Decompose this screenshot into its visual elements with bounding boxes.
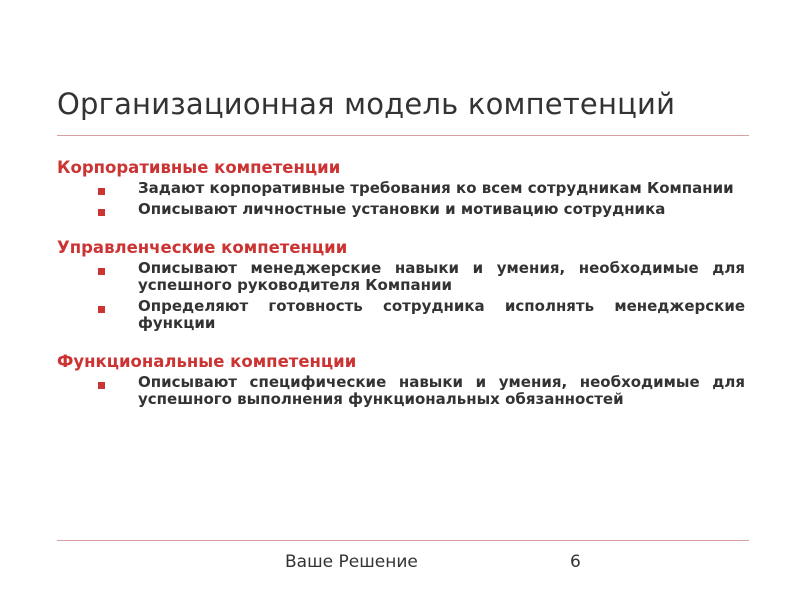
list-item-text: Описывают менеджерские навыки и умения, необходимые для успешного руководителя Компании: [138, 259, 745, 294]
square-bullet-icon: [98, 188, 105, 195]
bullet-list: [57, 374, 745, 408]
list-item-text: Описывают личностные установки и мотивацию сотрудника: [138, 200, 666, 218]
bullet-list: [57, 260, 745, 332]
list-item: [57, 260, 745, 294]
square-bullet-icon: [98, 268, 105, 275]
section-corporate: [57, 158, 745, 218]
list-item: [57, 374, 745, 408]
square-bullet-icon: [98, 382, 105, 389]
list-item: [57, 201, 745, 218]
footer-divider: [57, 540, 749, 541]
slide-title: Организационная модель компетенций: [57, 87, 676, 121]
list-item: [57, 180, 745, 197]
section-functional: [57, 352, 745, 408]
square-bullet-icon: [98, 209, 105, 216]
section-heading: Корпоративные компетенции: [57, 158, 341, 177]
list-item-text: Описывают специфические навыки и умения, необходимые для успешного выполнения функциональных обязанностей: [138, 373, 745, 408]
page-number: 6: [570, 552, 581, 572]
section-managerial: [57, 238, 745, 332]
section-heading: Управленческие компетенции: [57, 238, 348, 257]
square-bullet-icon: [98, 306, 105, 313]
list-item: [57, 298, 745, 332]
bullet-list: [57, 180, 745, 218]
list-item-text: Определяют готовность сотрудника исполнять менеджерские функции: [138, 297, 745, 332]
footer-company-name: Ваше Решение: [285, 552, 418, 572]
list-item-text: Задают корпоративные требования ко всем сотрудникам Компании: [138, 179, 734, 197]
title-divider: [57, 135, 749, 136]
slide-content: [57, 158, 745, 408]
section-heading: Функциональные компетенции: [57, 352, 357, 371]
